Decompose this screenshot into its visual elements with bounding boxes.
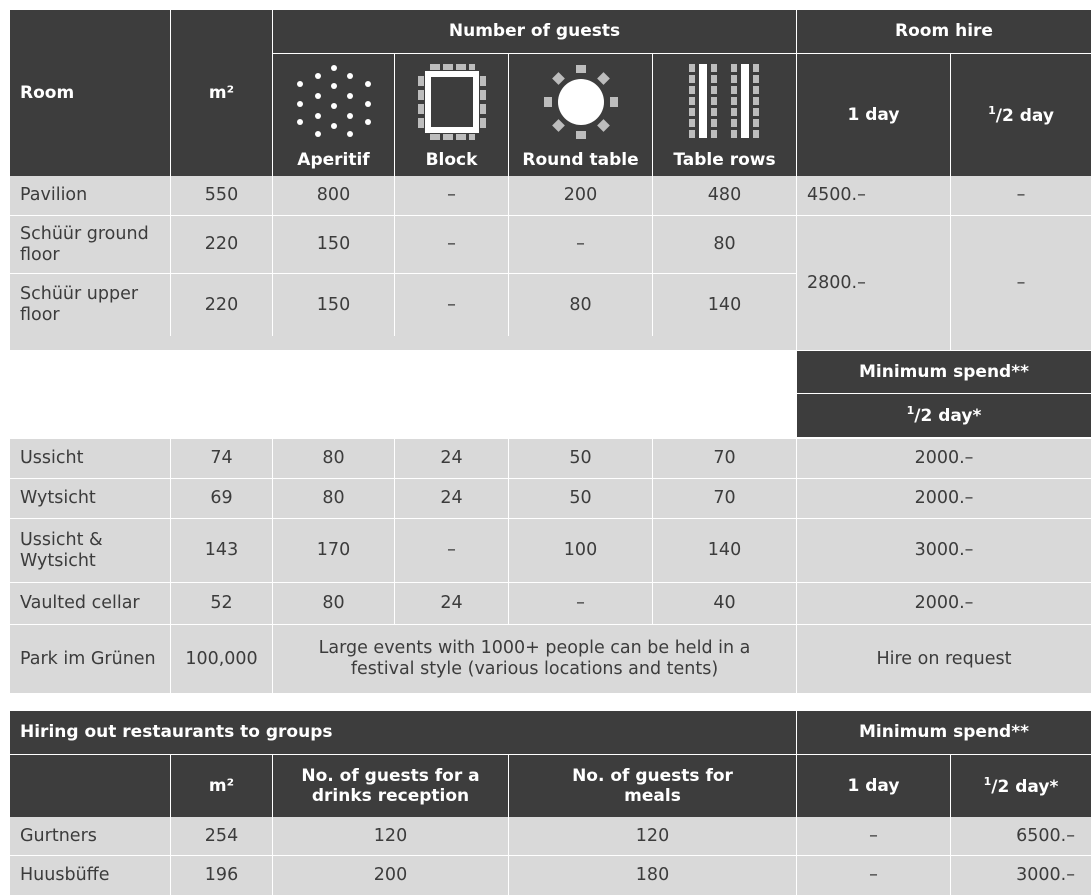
layout-block	[394, 54, 508, 176]
restaurant-row-half: 6500.–	[950, 817, 1091, 856]
row-round: 50	[508, 479, 652, 519]
row-m2: 220	[170, 274, 272, 336]
restaurant-row-drinks: 200	[272, 856, 508, 895]
restaurant-row-meals: 180	[508, 856, 796, 895]
layout-round-table	[508, 54, 652, 176]
schuur-day: 2800.–	[796, 216, 950, 350]
restaurant-title: Hiring out restaurants to groups	[10, 711, 796, 755]
row-room: Vaulted cellar	[10, 583, 170, 625]
row-round: –	[508, 216, 652, 274]
row-rows: 70	[652, 439, 796, 479]
layout-table-rows	[652, 54, 796, 176]
row-rows: 40	[652, 583, 796, 625]
round-table-icon	[509, 62, 652, 142]
row-rows: 140	[652, 274, 796, 336]
row-round: 80	[508, 274, 652, 336]
row-spend: 2000.–	[796, 439, 1091, 479]
row-day: 4500.–	[796, 176, 950, 216]
layout-label: Block	[425, 150, 478, 170]
row-aperitif: 150	[272, 274, 394, 336]
half-day-star-header: $^1$/2 day*	[796, 394, 1091, 437]
row-aperitif: 80	[272, 583, 394, 625]
min-spend-header: Minimum spend**	[796, 351, 1091, 394]
row-rows: 70	[652, 479, 796, 519]
restaurant-row-name: Huusbüffe	[10, 856, 170, 895]
schuur-half: –	[950, 216, 1091, 350]
restaurant-header-drinks: No. of guests for a drinks reception	[272, 755, 508, 817]
row-rows: 140	[652, 519, 796, 583]
restaurant-row-day: –	[796, 856, 950, 895]
restaurant-header-half: $^1$/2 day*	[950, 755, 1091, 817]
restaurant-row-m2: 196	[170, 856, 272, 895]
restaurant-header-day: 1 day	[796, 755, 950, 817]
row-m2: 74	[170, 439, 272, 479]
restaurant-min-spend: Minimum spend**	[796, 711, 1091, 755]
row-rows: 480	[652, 176, 796, 216]
row-aperitif: 80	[272, 439, 394, 479]
header-number-of-guests: Number of guests	[272, 10, 796, 54]
row-round: –	[508, 583, 652, 625]
row-block: 24	[394, 479, 508, 519]
layout-label: Aperitif	[297, 150, 370, 170]
row-m2: 52	[170, 583, 272, 625]
park-note: Large events with 1000+ people can be held in a festival style (various locations and tents)	[272, 625, 796, 693]
row-rows: 80	[652, 216, 796, 274]
restaurant-row-day: –	[796, 817, 950, 856]
header-room: Room	[10, 10, 170, 176]
row-block: –	[394, 519, 508, 583]
row-round: 50	[508, 439, 652, 479]
row-m2: 550	[170, 176, 272, 216]
restaurant-row-name: Gurtners	[10, 817, 170, 856]
header-area: m²	[170, 10, 272, 176]
row-aperitif: 170	[272, 519, 394, 583]
row-m2: 69	[170, 479, 272, 519]
row-room: Park im Grünen	[10, 625, 170, 693]
header-one-day: 1 day	[796, 54, 950, 176]
row-block: –	[394, 216, 508, 274]
park-spend: Hire on request	[796, 625, 1091, 693]
row-room: Pavilion	[10, 176, 170, 216]
restaurant-header-name	[10, 755, 170, 817]
header-half-day: $^1$/2 day	[950, 54, 1091, 176]
restaurant-row-meals: 120	[508, 817, 796, 856]
row-room: Wytsicht	[10, 479, 170, 519]
row-spend: 2000.–	[796, 479, 1091, 519]
row-block: 24	[394, 583, 508, 625]
row-filler	[10, 336, 796, 350]
row-room: Ussicht	[10, 439, 170, 479]
row-block: –	[394, 274, 508, 336]
restaurant-row-m2: 254	[170, 817, 272, 856]
restaurant-header-meals: No. of guests for meals	[508, 755, 796, 817]
row-round: 100	[508, 519, 652, 583]
row-m2: 143	[170, 519, 272, 583]
layout-aperitif	[272, 54, 394, 176]
row-room: Ussicht & Wytsicht	[10, 519, 170, 583]
restaurant-header-m2: m²	[170, 755, 272, 817]
row-block: –	[394, 176, 508, 216]
scatter-dots-icon	[273, 62, 394, 140]
row-half: –	[950, 176, 1091, 216]
row-spend: 2000.–	[796, 583, 1091, 625]
restaurant-row-drinks: 120	[272, 817, 508, 856]
row-aperitif: 80	[272, 479, 394, 519]
table-rows-icon	[653, 62, 796, 142]
row-aperitif: 150	[272, 216, 394, 274]
restaurant-row-half: 3000.–	[950, 856, 1091, 895]
row-m2: 220	[170, 216, 272, 274]
row-room: Schüür upper floor	[10, 274, 170, 336]
block-table-icon	[395, 62, 508, 142]
layout-label: Table rows	[673, 150, 776, 170]
row-block: 24	[394, 439, 508, 479]
row-round: 200	[508, 176, 652, 216]
layout-label: Round table	[522, 150, 639, 170]
row-spend: 3000.–	[796, 519, 1091, 583]
row-aperitif: 800	[272, 176, 394, 216]
header-room-hire: Room hire	[796, 10, 1091, 54]
row-room: Schüür ground floor	[10, 216, 170, 274]
row-m2: 100,000	[170, 625, 272, 693]
